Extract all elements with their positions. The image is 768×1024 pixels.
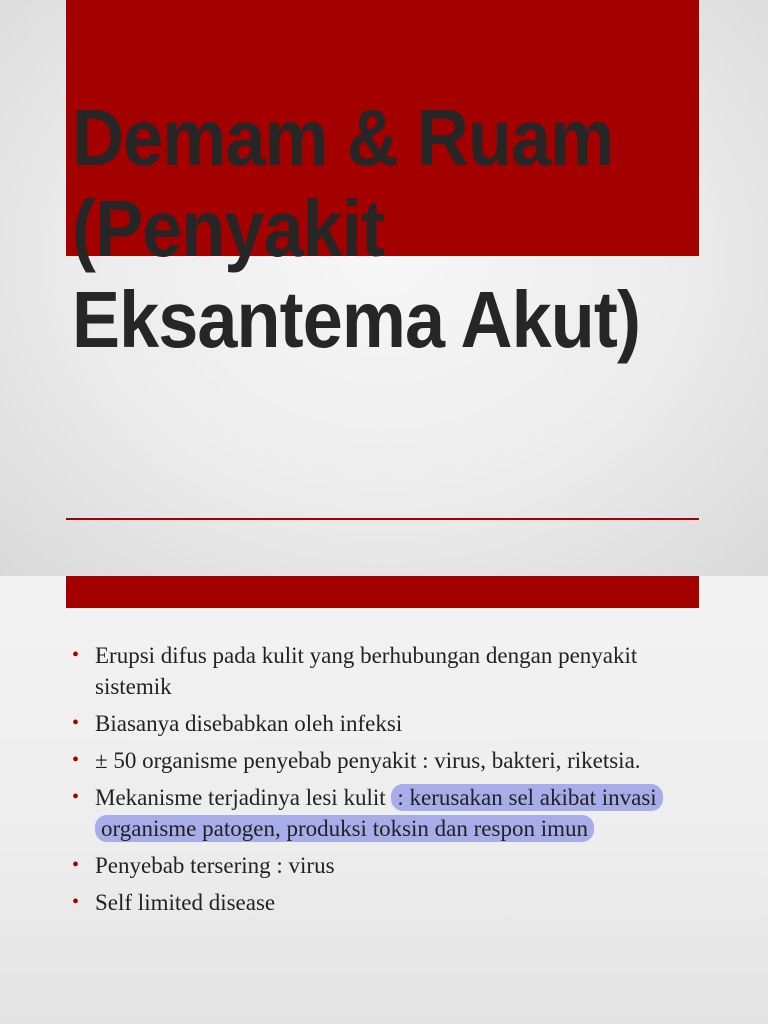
list-item [70, 745, 670, 776]
bullet-icon: • [72, 749, 80, 771]
list-item [70, 782, 670, 844]
list-item [70, 850, 670, 881]
bullet-icon: • [72, 712, 80, 734]
list-item [70, 887, 670, 918]
bullet-icon: • [72, 644, 80, 666]
title-divider [66, 518, 699, 520]
highlighted-text: : kerusakan sel akibat invasi organisme patogen, produksi toksin dan respon imun [95, 784, 663, 842]
bullet-text: Erupsi difus pada kulit yang berhubungan dengan penyakit sistemik [95, 643, 638, 699]
bullet-list [70, 640, 670, 924]
bullet-icon: • [72, 786, 80, 808]
list-item [70, 708, 670, 739]
bullet-text: Penyebab tersering : virus [95, 853, 335, 878]
bullet-text: Biasanya disebabkan oleh infeksi [95, 711, 403, 736]
list-item [70, 640, 670, 702]
bullet-icon: • [72, 854, 80, 876]
bullet-text: ± 50 organisme penyebab penyakit : virus, bakteri, riketsia. [95, 748, 641, 773]
bullet-icon: • [72, 891, 80, 913]
bullet-text: Mekanisme terjadinya lesi kulit [95, 785, 386, 810]
bullet-text: Self limited disease [95, 890, 276, 915]
red-header-bar [66, 576, 699, 608]
slide-title: Demam & Ruam (Penyakit Eksantema Akut) [72, 93, 641, 365]
